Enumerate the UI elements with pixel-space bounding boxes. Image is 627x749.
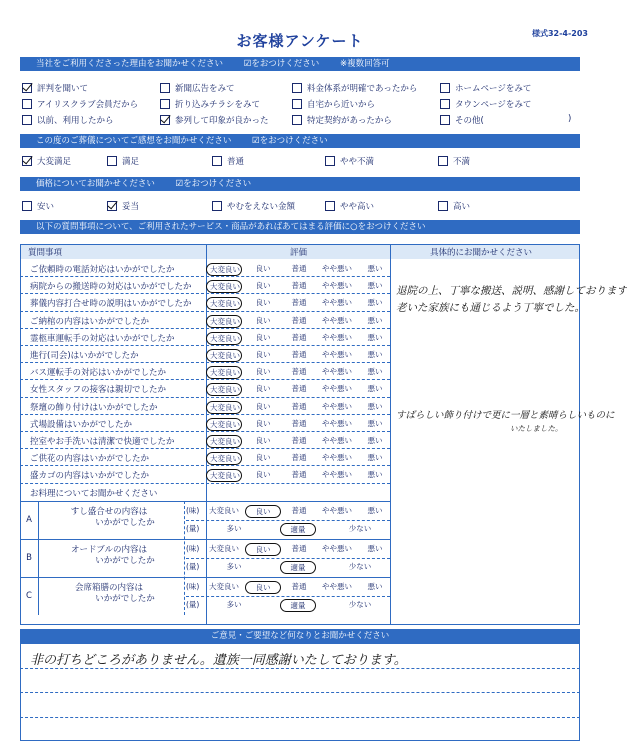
option-item bbox=[440, 82, 531, 94]
option-label: アイリスクラブ会員だから bbox=[37, 100, 139, 110]
option-item bbox=[212, 200, 295, 212]
rating-option[interactable]: 普通 bbox=[291, 350, 307, 359]
question-text: バス運転手の対応はいかがでしたか bbox=[30, 368, 167, 379]
other-close-paren: ) bbox=[568, 114, 572, 124]
option-item bbox=[160, 114, 269, 126]
rating-option[interactable]: やや悪い bbox=[322, 332, 352, 342]
food-line1: 会席箱膳の内容は bbox=[74, 582, 143, 593]
rating-option[interactable]: やや悪い bbox=[322, 350, 352, 359]
question-text: 進行(司会)はいかがでしたか bbox=[30, 351, 139, 361]
option-label: 評判を聞いて bbox=[37, 84, 89, 94]
rating-option[interactable]: 大変良い bbox=[206, 297, 242, 310]
section3-title: 価格についてお聞かせください bbox=[36, 179, 155, 189]
section4-header bbox=[20, 220, 580, 234]
section2-title: この度のご葬儀についてご感想をお聞かせください bbox=[36, 136, 232, 146]
taste-option[interactable]: 悪い bbox=[367, 543, 383, 553]
rating-option[interactable]: やや悪い bbox=[322, 418, 352, 428]
option-label: 大変満足 bbox=[37, 157, 72, 167]
row-divider bbox=[20, 431, 390, 432]
option-item bbox=[160, 98, 260, 110]
rating-option[interactable]: 良い bbox=[255, 350, 271, 359]
checkbox[interactable] bbox=[22, 201, 32, 211]
rating-option[interactable]: 良い bbox=[255, 453, 271, 463]
rating-option[interactable]: やや悪い bbox=[322, 470, 352, 480]
taste-option[interactable]: やや悪い bbox=[322, 505, 352, 515]
amount-option[interactable]: 多い bbox=[226, 561, 242, 571]
food-letter: A bbox=[26, 514, 32, 525]
rating-option[interactable]: 大変良い bbox=[206, 418, 242, 431]
rating-option[interactable]: 悪い bbox=[367, 350, 383, 359]
checkbox[interactable] bbox=[212, 201, 222, 211]
option-label: 満足 bbox=[122, 157, 140, 167]
option-item bbox=[107, 155, 139, 167]
option-label: タウンページをみて bbox=[455, 100, 532, 110]
rating-option[interactable]: 普通 bbox=[291, 298, 307, 308]
amount-option[interactable]: 多い bbox=[226, 599, 242, 609]
rating-option[interactable]: 大変良い bbox=[206, 315, 242, 328]
option-label: 不満 bbox=[453, 157, 471, 167]
rating-option[interactable]: 大変良い bbox=[206, 332, 242, 345]
food-header: お料理についてお聞かせください bbox=[30, 488, 158, 499]
handwritten-comment: いたしました。 bbox=[510, 424, 563, 433]
rating-option[interactable]: 悪い bbox=[367, 367, 383, 377]
checkbox[interactable] bbox=[325, 201, 335, 211]
food-line2: いかがでしたか bbox=[95, 593, 155, 604]
option-label: 折り込みチラシをみて bbox=[175, 100, 261, 110]
amount-option[interactable]: 少ない bbox=[348, 561, 372, 571]
food-sub-divider bbox=[186, 520, 390, 521]
checkbox[interactable] bbox=[22, 115, 32, 125]
checkbox[interactable] bbox=[160, 83, 170, 93]
taste-option[interactable]: 大変良い bbox=[209, 581, 239, 591]
row-divider bbox=[20, 345, 390, 346]
checkbox[interactable] bbox=[440, 99, 450, 109]
checkbox-checked[interactable] bbox=[22, 83, 32, 93]
rating-option[interactable]: 良い bbox=[255, 436, 271, 445]
rating-option[interactable]: 悪い bbox=[367, 332, 383, 342]
form-number: 様式32-4-203 bbox=[531, 29, 588, 38]
rating-option[interactable]: 良い bbox=[255, 367, 271, 377]
rating-option[interactable]: 大変良い bbox=[206, 349, 242, 362]
amount-label: (量) bbox=[186, 561, 200, 571]
taste-label: (味) bbox=[186, 581, 200, 591]
rating-option[interactable]: 大変良い bbox=[206, 263, 242, 276]
rating-option[interactable]: 悪い bbox=[367, 470, 383, 480]
rating-option[interactable]: やや悪い bbox=[322, 384, 352, 394]
option-label: ホームページをみて bbox=[455, 84, 532, 94]
rating-option[interactable]: 大変良い bbox=[206, 435, 242, 448]
rating-option[interactable]: 普通 bbox=[291, 384, 307, 394]
row-divider bbox=[20, 414, 390, 415]
rating-option[interactable]: 悪い bbox=[367, 281, 383, 291]
section1-header bbox=[20, 57, 580, 71]
comment-line bbox=[20, 692, 580, 693]
checkbox[interactable] bbox=[292, 115, 302, 125]
rating-option[interactable]: やや悪い bbox=[322, 281, 352, 291]
rating-option[interactable]: 大変良い bbox=[206, 280, 242, 293]
amount-option[interactable]: 少ない bbox=[348, 599, 372, 609]
row-divider bbox=[20, 311, 390, 312]
option-item bbox=[438, 155, 470, 167]
option-label: 自宅から近いから bbox=[307, 100, 376, 110]
rating-option[interactable]: 普通 bbox=[291, 264, 307, 273]
row-divider bbox=[20, 276, 390, 277]
rating-option[interactable]: 大変良い bbox=[206, 469, 242, 482]
rating-option[interactable]: 悪い bbox=[367, 298, 383, 308]
rating-option[interactable]: 普通 bbox=[291, 401, 307, 411]
amount-option[interactable]: 適量 bbox=[280, 523, 316, 536]
option-item bbox=[292, 98, 375, 110]
food-row-divider bbox=[20, 539, 390, 540]
option-item bbox=[22, 114, 114, 126]
section5-header: ご意見・ご要望など何なりとお聞かせください bbox=[20, 629, 580, 643]
rating-option[interactable]: 普通 bbox=[291, 453, 307, 463]
taste-option[interactable]: 普通 bbox=[291, 543, 307, 553]
option-item bbox=[325, 200, 374, 212]
checkbox[interactable] bbox=[22, 99, 32, 109]
rating-option[interactable]: 悪い bbox=[367, 418, 383, 428]
amount-option[interactable]: 適量 bbox=[280, 561, 316, 574]
rating-option[interactable]: やや悪い bbox=[322, 367, 352, 377]
checkbox-checked[interactable] bbox=[107, 201, 117, 211]
amount-label: (量) bbox=[186, 599, 200, 609]
food-label-divider bbox=[184, 501, 185, 615]
question-text: 控室やお手洗いは清潔で快適でしたか bbox=[30, 437, 175, 447]
section1-title: 当社をご利用くださった理由をお聞かせください bbox=[36, 59, 224, 69]
rating-option[interactable]: やや悪い bbox=[322, 315, 352, 325]
section2-header bbox=[20, 134, 580, 148]
option-label: 高い bbox=[453, 202, 471, 212]
rating-option[interactable]: やや悪い bbox=[322, 436, 352, 445]
taste-option[interactable]: 良い bbox=[245, 505, 281, 518]
question-text: 式場設備はいかがでしたか bbox=[30, 419, 133, 430]
section1-note: ※複数回答可 bbox=[339, 59, 390, 69]
option-item bbox=[438, 200, 470, 212]
option-label: 妥当 bbox=[122, 202, 140, 212]
taste-option[interactable]: 悪い bbox=[367, 581, 383, 591]
checkbox[interactable] bbox=[438, 156, 448, 166]
checkbox-checked[interactable] bbox=[22, 156, 32, 166]
option-label: 参列して印象が良かった bbox=[175, 116, 269, 126]
option-label: 料金体系が明確であったから bbox=[307, 84, 418, 94]
option-item bbox=[107, 200, 139, 212]
checkbox[interactable] bbox=[438, 201, 448, 211]
handwritten-feedback: 非の打ちどころがありません。遺族一同感謝いたしております。 bbox=[30, 653, 407, 668]
food-line2: いかがでしたか bbox=[95, 555, 155, 566]
checkbox[interactable] bbox=[440, 83, 450, 93]
rating-option[interactable]: 普通 bbox=[291, 418, 307, 428]
taste-label: (味) bbox=[186, 543, 200, 553]
rating-option[interactable]: 良い bbox=[255, 281, 271, 291]
food-row-divider bbox=[20, 501, 390, 502]
taste-option[interactable]: 良い bbox=[245, 543, 281, 556]
row-divider bbox=[20, 465, 390, 466]
rating-option[interactable]: 普通 bbox=[291, 281, 307, 291]
option-item bbox=[440, 98, 531, 110]
rating-option[interactable]: 普通 bbox=[291, 436, 307, 445]
option-label: 特定契約があったから bbox=[307, 116, 392, 126]
question-text: 祭壇の飾り付けはいかがでしたか bbox=[30, 402, 158, 413]
question-text: 盛カゴの内容はいかがでしたか bbox=[30, 471, 150, 482]
rating-option[interactable]: 良い bbox=[255, 298, 271, 308]
food-line1: オードブルの内容は bbox=[71, 544, 147, 555]
rating-option[interactable]: 良い bbox=[255, 315, 271, 325]
amount-label: (量) bbox=[186, 523, 200, 533]
rating-option[interactable]: 悪い bbox=[367, 436, 383, 445]
column-header-question: 質問事項 bbox=[28, 248, 63, 258]
checkbox[interactable] bbox=[212, 156, 222, 166]
option-item bbox=[212, 155, 244, 167]
rating-option[interactable]: 良い bbox=[255, 418, 271, 428]
rating-option[interactable]: やや悪い bbox=[322, 401, 352, 411]
checkbox[interactable] bbox=[292, 83, 302, 93]
option-label: 安い bbox=[37, 202, 55, 212]
taste-option[interactable]: 悪い bbox=[367, 505, 383, 515]
food-row-divider bbox=[20, 577, 390, 578]
option-item bbox=[292, 82, 417, 94]
column-header-rating: 評価 bbox=[290, 248, 308, 258]
food-letter: B bbox=[26, 552, 32, 563]
comment-line bbox=[20, 717, 580, 718]
food-letter-divider bbox=[38, 501, 39, 615]
column-header-comment: 具体的にお聞かせください bbox=[430, 248, 533, 258]
checkbox-checked[interactable] bbox=[160, 115, 170, 125]
food-letter: C bbox=[26, 590, 32, 601]
question-text: ご供花の内容はいかがでしたか bbox=[30, 454, 150, 465]
row-divider bbox=[20, 483, 390, 484]
rating-option[interactable]: 悪い bbox=[367, 401, 383, 411]
row-divider bbox=[20, 293, 390, 294]
checkbox[interactable] bbox=[107, 156, 117, 166]
option-label: 普通 bbox=[227, 157, 245, 167]
option-item bbox=[160, 82, 235, 94]
section3-header bbox=[20, 177, 580, 191]
row-divider bbox=[20, 328, 390, 329]
question-text: 病院からの搬送時の対応はいかがでしたか bbox=[30, 282, 192, 293]
rating-option[interactable]: 悪い bbox=[367, 315, 383, 325]
rating-option[interactable]: やや悪い bbox=[322, 264, 352, 273]
option-label: 新聞広告をみて bbox=[175, 84, 235, 94]
rating-option[interactable]: 普通 bbox=[291, 332, 307, 342]
option-label: やや高い bbox=[340, 202, 375, 212]
taste-option[interactable]: やや悪い bbox=[322, 543, 352, 553]
taste-option[interactable]: 大変良い bbox=[209, 543, 239, 553]
option-item bbox=[440, 114, 484, 126]
rating-option[interactable]: 大変良い bbox=[206, 452, 242, 465]
handwritten-comment: 老いた家族にも通じるよう丁寧でした。 bbox=[396, 302, 585, 314]
rating-option[interactable]: 悪い bbox=[367, 384, 383, 394]
taste-option[interactable]: 大変良い bbox=[209, 505, 239, 515]
question-text: ご依頼時の電話対応はいかがでしたか bbox=[30, 265, 175, 275]
rating-option[interactable]: 普通 bbox=[291, 470, 307, 480]
checkbox[interactable] bbox=[292, 99, 302, 109]
option-item bbox=[292, 114, 392, 126]
food-sub-divider bbox=[186, 596, 390, 597]
option-label: やや不満 bbox=[340, 157, 375, 167]
food-line1: すし盛合せの内容は bbox=[70, 506, 148, 517]
row-divider bbox=[20, 379, 390, 380]
amount-option[interactable]: 少ない bbox=[348, 523, 372, 533]
row-divider bbox=[20, 397, 390, 398]
question-text: 霊柩車運転手の対応はいかがでしたか bbox=[30, 333, 175, 344]
question-text: 葬儀内容打合せ時の説明はいかがでしたか bbox=[30, 299, 192, 310]
rating-option[interactable]: 良い bbox=[255, 332, 271, 342]
section2-instruction: ☑をおつけください bbox=[252, 136, 328, 146]
rating-option[interactable]: 悪い bbox=[367, 264, 383, 273]
amount-option[interactable]: 多い bbox=[226, 523, 242, 533]
handwritten-comment: すばらしい飾り付けで更に一層と素晴らしいものに bbox=[396, 410, 615, 421]
rating-option[interactable]: 大変良い bbox=[206, 366, 242, 379]
rating-option[interactable]: 大変良い bbox=[206, 401, 242, 414]
section4-title: 以下の質問事項について、ご利用されたサービス・商品があればあてはまる評価に○をおつけください bbox=[36, 222, 426, 232]
option-item bbox=[22, 98, 138, 110]
option-label: 以前、利用したから bbox=[37, 116, 114, 126]
rating-option[interactable]: 良い bbox=[255, 470, 271, 480]
question-text: 女性スタッフの接客は親切でしたか bbox=[30, 385, 167, 396]
section1-instruction: ☑をおつけください bbox=[243, 59, 320, 69]
row-divider bbox=[20, 448, 390, 449]
option-item bbox=[22, 155, 71, 167]
rating-option[interactable]: やや悪い bbox=[322, 298, 352, 308]
food-line2: いかがでしたか bbox=[95, 517, 155, 528]
option-item bbox=[22, 82, 88, 94]
question-text: ご納棺の内容はいかがでしたか bbox=[30, 316, 150, 327]
rating-option[interactable]: 良い bbox=[255, 401, 271, 411]
option-label: その他( bbox=[455, 116, 484, 126]
rating-option[interactable]: 良い bbox=[255, 384, 271, 394]
taste-option[interactable]: 普通 bbox=[291, 505, 307, 515]
handwritten-comment: 退院の上、丁寧な搬送、説明、感謝しております bbox=[396, 285, 627, 297]
food-sub-divider bbox=[186, 558, 390, 559]
rating-option[interactable]: 普通 bbox=[291, 315, 307, 325]
checkbox[interactable] bbox=[325, 156, 335, 166]
section3-instruction: ☑をおつけください bbox=[175, 179, 252, 189]
taste-option[interactable]: 普通 bbox=[291, 581, 307, 591]
rating-option[interactable]: やや悪い bbox=[322, 453, 352, 463]
taste-option[interactable]: やや悪い bbox=[322, 581, 352, 591]
survey-title: お客様アンケート bbox=[236, 32, 364, 50]
option-item bbox=[22, 200, 54, 212]
rating-option[interactable]: 良い bbox=[255, 264, 271, 273]
rating-option[interactable]: 普通 bbox=[291, 367, 307, 377]
taste-option[interactable]: 良い bbox=[245, 581, 281, 594]
checkbox[interactable] bbox=[440, 115, 450, 125]
rating-option[interactable]: 悪い bbox=[367, 453, 383, 463]
amount-option[interactable]: 適量 bbox=[280, 599, 316, 612]
option-label: やむをえない金額 bbox=[227, 202, 296, 212]
option-item bbox=[325, 155, 374, 167]
taste-label: (味) bbox=[186, 505, 200, 515]
checkbox[interactable] bbox=[160, 99, 170, 109]
row-divider bbox=[20, 362, 390, 363]
rating-option[interactable]: 大変良い bbox=[206, 383, 242, 396]
